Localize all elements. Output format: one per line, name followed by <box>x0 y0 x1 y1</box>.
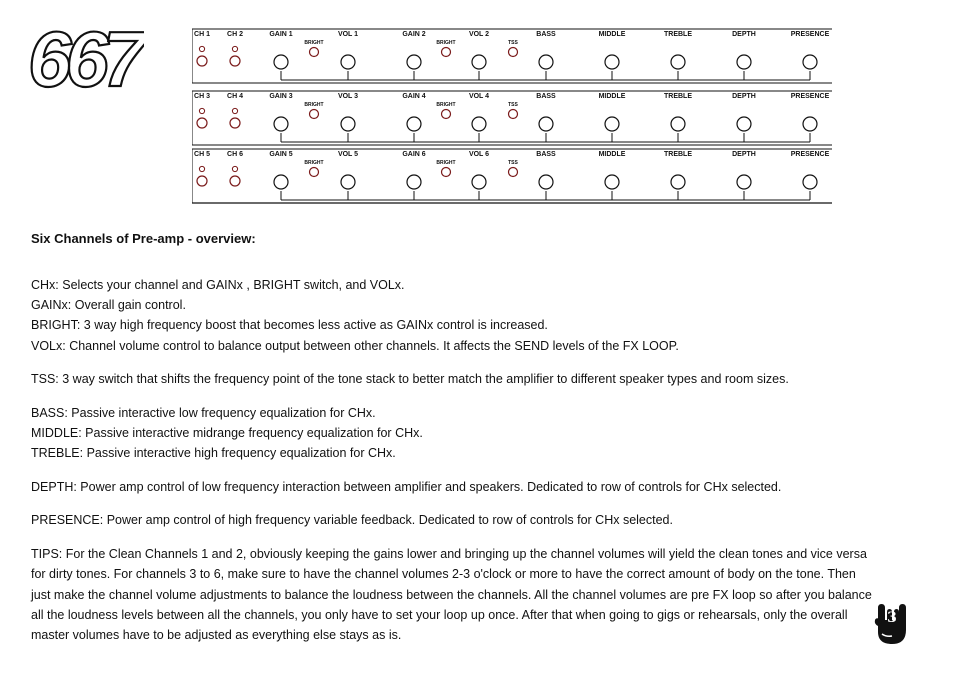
knob <box>274 117 288 131</box>
knob <box>407 55 421 69</box>
presence-label: PRESENCE <box>790 151 830 158</box>
vol-label: VOL 6 <box>468 151 490 158</box>
knob <box>605 117 619 131</box>
channel-led <box>232 46 237 51</box>
channel-led <box>232 166 237 171</box>
knob <box>407 175 421 189</box>
tss-label: TSS <box>508 40 518 46</box>
channel-switch <box>197 176 207 186</box>
desc-depth: DEPTH: Power amp control of low frequency interaction between amplifier and speakers. Dedicated to row of controls for CHx selected. <box>31 480 782 494</box>
channel-led <box>199 166 204 171</box>
middle-label: MIDDLE <box>598 31 626 38</box>
rock-hand-icon <box>872 600 910 648</box>
tips-line-1: TIPS: For the Clean Channels 1 and 2, obviously keeping the gains lower and bringing up the channel volumes will yield the clean tones and vice versa <box>31 547 867 561</box>
toggle-switch <box>310 48 319 57</box>
desc-treble: TREBLE: Passive interactive high frequency equalization for CHx. <box>31 446 396 460</box>
knob <box>737 117 751 131</box>
desc-chx: CHx: Selects your channel and GAINx , BRIGHT switch, and VOLx. <box>31 278 405 292</box>
brand-logo <box>26 24 144 92</box>
gain-label: GAIN 4 <box>402 93 426 100</box>
channel-label: CH 4 <box>227 93 243 100</box>
knob <box>472 117 486 131</box>
channel-led <box>199 46 204 51</box>
middle-label: MIDDLE <box>598 151 626 158</box>
treble-label: TREBLE <box>664 151 692 158</box>
knob <box>605 55 619 69</box>
knob <box>539 55 553 69</box>
tips-line-5: master volumes have to be adjusted as everything else stays as is. <box>31 628 402 642</box>
knob <box>605 175 619 189</box>
presence-label: PRESENCE <box>790 31 830 38</box>
bright-label: BRIGHT <box>436 160 456 166</box>
desc-tss: TSS: 3 way switch that shifts the frequency point of the tone stack to better match the amplifier to different speaker types and room sizes. <box>31 372 789 386</box>
vol-label: VOL 2 <box>468 31 490 38</box>
gain-label: GAIN 6 <box>402 151 426 158</box>
treble-label: TREBLE <box>664 31 692 38</box>
channel-label: CH 5 <box>194 151 210 158</box>
channel-switch <box>197 118 207 128</box>
toggle-switch <box>509 168 518 177</box>
knob <box>671 55 685 69</box>
tips-line-4: all the loudness levels between all the channels, you only have to set your loop up once. After that when going to gigs or rehearsals, only the overall <box>31 608 848 622</box>
toggle-switch <box>442 110 451 119</box>
toggle-switch <box>310 168 319 177</box>
channel-label: CH 3 <box>194 93 210 100</box>
badge-number: 3 <box>887 610 897 626</box>
channel-switch <box>197 56 207 66</box>
bright-label: BRIGHT <box>436 102 456 108</box>
channel-led <box>232 108 237 113</box>
bright-label: BRIGHT <box>304 102 324 108</box>
knob <box>803 175 817 189</box>
gain-label: GAIN 3 <box>269 93 293 100</box>
desc-bass: BASS: Passive interactive low frequency equalization for CHx. <box>31 406 376 420</box>
bass-label: BASS <box>536 151 556 158</box>
control-panel-diagram <box>192 28 832 206</box>
desc-gainx: GAINx: Overall gain control. <box>31 298 186 312</box>
desc-bright: BRIGHT: 3 way high frequency boost that becomes less active as GAINx control is increased. <box>31 318 548 332</box>
channel-led <box>199 108 204 113</box>
knob <box>737 175 751 189</box>
bright-label: BRIGHT <box>304 40 324 46</box>
desc-presence: PRESENCE: Power amp control of high frequency variable feedback. Dedicated to row of controls for CHx selected. <box>31 513 673 527</box>
knob <box>539 175 553 189</box>
section-title: Six Channels of Pre-amp - overview: <box>31 231 256 246</box>
knob <box>341 175 355 189</box>
toggle-switch <box>310 110 319 119</box>
channel-label: CH 2 <box>227 31 243 38</box>
toggle-switch <box>442 168 451 177</box>
vol-label: VOL 3 <box>337 93 359 100</box>
vol-label: VOL 1 <box>337 31 359 38</box>
tss-label: TSS <box>508 102 518 108</box>
tips-line-2: for dirty tones. For channels 3 to 6, make sure to have the channel volumes 2-3 o'clock or more to have the correct amount of body on the tone. Then <box>31 567 856 581</box>
middle-label: MIDDLE <box>598 93 626 100</box>
knob <box>803 117 817 131</box>
knob <box>539 117 553 131</box>
knob <box>274 55 288 69</box>
knob <box>737 55 751 69</box>
knob <box>472 55 486 69</box>
gain-label: GAIN 2 <box>402 31 426 38</box>
bright-label: BRIGHT <box>436 40 456 46</box>
bass-label: BASS <box>536 31 556 38</box>
bass-label: BASS <box>536 93 556 100</box>
knob <box>671 175 685 189</box>
channel-label: CH 6 <box>227 151 243 158</box>
knob <box>472 175 486 189</box>
tips-line-3: just make the channel volume adjustments to balance the loudness between the channels. All the channel volumes are pre FX loop so after you balance <box>31 588 872 602</box>
logo-text: 667 <box>28 24 141 92</box>
vol-label: VOL 4 <box>468 93 490 100</box>
toggle-switch <box>509 110 518 119</box>
depth-label: DEPTH <box>732 151 756 158</box>
vol-label: VOL 5 <box>337 151 359 158</box>
desc-middle: MIDDLE: Passive interactive midrange frequency equalization for CHx. <box>31 426 423 440</box>
depth-label: DEPTH <box>732 93 756 100</box>
desc-volx: VOLx: Channel volume control to balance output between other channels. It affects the SEND levels of the FX LOOP. <box>31 339 679 353</box>
channel-label: CH 1 <box>194 31 210 38</box>
treble-label: TREBLE <box>664 93 692 100</box>
knob <box>803 55 817 69</box>
toggle-switch <box>509 48 518 57</box>
knob <box>407 117 421 131</box>
gain-label: GAIN 5 <box>269 151 293 158</box>
knob <box>671 117 685 131</box>
presence-label: PRESENCE <box>790 93 830 100</box>
depth-label: DEPTH <box>732 31 756 38</box>
bright-label: BRIGHT <box>304 160 324 166</box>
knob <box>341 117 355 131</box>
channel-switch <box>230 118 240 128</box>
tss-label: TSS <box>508 160 518 166</box>
knob <box>274 175 288 189</box>
toggle-switch <box>442 48 451 57</box>
gain-label: GAIN 1 <box>269 31 293 38</box>
knob <box>341 55 355 69</box>
channel-switch <box>230 176 240 186</box>
channel-switch <box>230 56 240 66</box>
